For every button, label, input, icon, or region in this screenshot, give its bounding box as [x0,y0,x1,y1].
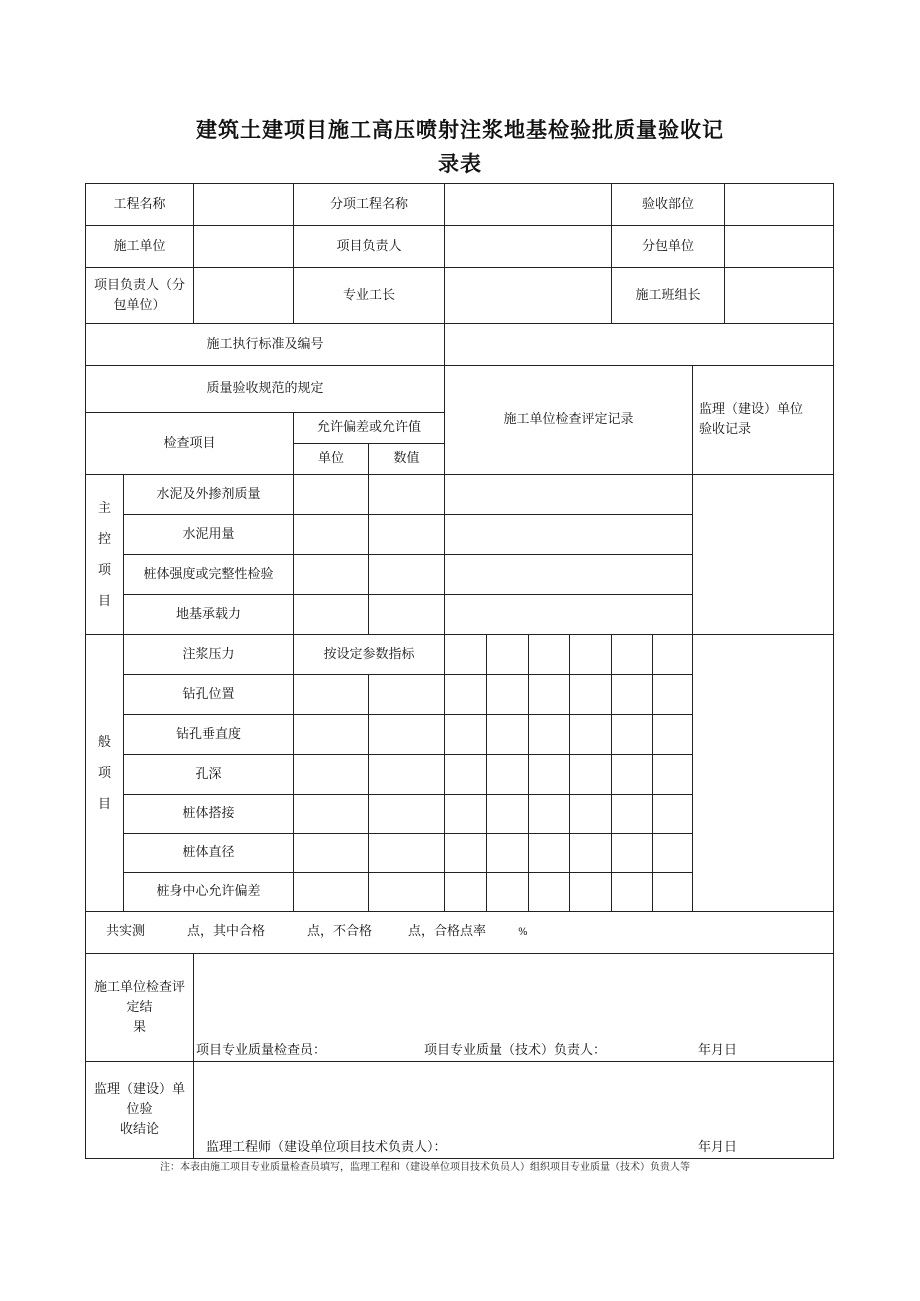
main-item-record[interactable] [445,595,693,635]
inspector-signature-label: 项目专业质量检查员： [196,1043,327,1058]
project-name-label: 工程名称 [86,184,194,226]
standard-field[interactable] [445,324,834,366]
general-item-unit[interactable] [294,795,369,834]
conclusion-label-line-1: 监理（建设）单位验 [94,1082,186,1117]
summary-part-3: 点，不合格 [307,924,373,939]
record-cell[interactable] [570,715,612,755]
record-cell[interactable] [487,635,529,675]
record-cell[interactable] [612,715,653,755]
record-cell[interactable] [570,795,612,834]
sub-project-name-field[interactable] [445,184,612,226]
result-label [86,954,194,1062]
record-cell[interactable] [612,873,653,912]
record-cell[interactable] [529,795,570,834]
general-item-unit[interactable] [294,873,369,912]
result-label-line-2: 果 [133,1019,147,1035]
record-cell[interactable] [487,715,529,755]
main-item-record[interactable] [445,555,693,595]
construction-unit-field[interactable] [194,226,294,268]
general-item-unit[interactable] [294,834,369,873]
value-header: 数值 [369,444,445,475]
unit-header: 单位 [294,444,369,475]
record-cell[interactable] [570,635,612,675]
general-supervision-cell[interactable] [693,635,834,912]
record-cell[interactable] [445,795,487,834]
main-item-record[interactable] [445,515,693,555]
record-cell[interactable] [612,834,653,873]
record-cell[interactable] [653,675,693,715]
footnote: 注：本表由施工项目专业质量检查员填写，监理工程和（建设单位项目技术负员人）组织项目专业质量（技术）负贵人等 [160,1162,690,1173]
general-item-name: 注浆压力 [124,635,294,675]
record-cell[interactable] [445,715,487,755]
record-cell[interactable] [570,834,612,873]
general-item-name: 孔深 [124,755,294,795]
check-item-header: 检查项目 [86,413,294,475]
engineer-signature-label: 监理工程师（建设单位项目技术负责人）： [206,1140,447,1155]
record-cell[interactable] [529,715,570,755]
result-label-line-1: 施工单位检查评定结 [94,979,186,1015]
page-title-line-2: 录表 [438,152,482,176]
project-leader-field[interactable] [445,226,612,268]
main-control-char: 目 [97,593,111,609]
construction-record-header: 施工单位检查评定记录 [445,366,693,475]
main-item-name: 桩体强度或完整性检验 [124,555,294,595]
main-item-record[interactable] [445,475,693,515]
main-control-char: 主 [97,500,111,516]
main-item-value[interactable] [369,475,445,515]
record-cell[interactable] [487,834,529,873]
summary-part-1: 共实测 [106,924,146,939]
record-cell[interactable] [445,834,487,873]
main-item-value[interactable] [369,595,445,635]
main-item-unit[interactable] [294,515,369,555]
record-cell[interactable] [445,635,487,675]
general-item-value[interactable] [369,873,445,912]
page-title-line-1: 建筑土建项目施工高压喷射注浆地基检验批质量验收记 [196,118,724,142]
tolerance-header: 允许偏差或允许值 [294,413,445,444]
result-date-label: 年月日 [698,1043,738,1058]
team-leader-label: 施工班组长 [612,268,725,324]
general-label [86,635,124,912]
record-cell[interactable] [487,675,529,715]
record-cell[interactable] [612,635,653,675]
general-item-unit[interactable] [294,675,369,715]
main-item-name: 水泥及外掺剂质量 [124,475,294,515]
main-item-unit[interactable] [294,555,369,595]
general-item-name: 钻孔位置 [124,675,294,715]
conclusion-date-label: 年月日 [698,1140,738,1155]
sub-project-name-label: 分项工程名称 [294,184,445,226]
subcontract-unit-field[interactable] [725,226,834,268]
record-cell[interactable] [445,755,487,795]
record-cell[interactable] [487,795,529,834]
supervision-record-header-line-2: 验收记录 [699,422,752,437]
record-cell[interactable] [653,715,693,755]
main-item-value[interactable] [369,555,445,595]
sub-project-leader-field[interactable] [194,268,294,324]
main-item-name: 水泥用量 [124,515,294,555]
main-item-name: 地基承载力 [124,595,294,635]
general-char: 目 [97,796,111,812]
supervision-record-header-line-1: 监理（建设）单位 [699,402,804,417]
general-char: 般 [97,734,111,750]
main-item-unit[interactable] [294,595,369,635]
general-item-name: 桩体搭接 [124,795,294,834]
acceptance-part-field[interactable] [725,184,834,226]
project-leader-label: 项目负责人 [294,226,445,268]
acceptance-part-label: 验收部位 [612,184,725,226]
general-item-value[interactable] [369,755,445,795]
main-control-label [86,475,124,635]
record-cell[interactable] [653,795,693,834]
conclusion-field[interactable] [194,1062,834,1159]
general-item-value[interactable] [369,715,445,755]
record-cell[interactable] [653,873,693,912]
result-field[interactable] [194,954,834,1062]
general-char: 项 [97,765,111,781]
summary-row [86,912,834,954]
project-name-field[interactable] [194,184,294,226]
record-cell[interactable] [529,834,570,873]
main-item-unit[interactable] [294,475,369,515]
sub-project-leader-label-line-2: 包单位） [113,297,166,313]
regulation-label: 质量验收规范的规定 [86,366,445,413]
summary-part-2: 点，其中合格 [187,924,266,939]
summary-part-4: 点，合格点率 [408,924,487,939]
record-cell[interactable] [529,873,570,912]
supervision-record-header [693,366,834,475]
conclusion-label [86,1062,194,1159]
record-cell[interactable] [529,635,570,675]
record-cell[interactable] [612,755,653,795]
record-cell[interactable] [612,795,653,834]
general-item-tolerance: 按设定参数指标 [294,635,445,675]
record-cell[interactable] [570,873,612,912]
record-cell[interactable] [612,675,653,715]
acceptance-record-table [85,183,834,1159]
tech-leader-signature-label: 项目专业质量（技术）负责人： [424,1043,607,1058]
record-cell[interactable] [445,873,487,912]
record-cell[interactable] [529,755,570,795]
main-control-char: 项 [97,562,111,578]
record-cell[interactable] [653,755,693,795]
general-item-value[interactable] [369,675,445,715]
construction-unit-label: 施工单位 [86,226,194,268]
record-cell[interactable] [445,675,487,715]
main-control-char: 控 [97,531,111,547]
general-item-unit[interactable] [294,755,369,795]
foreman-label: 专业工长 [294,268,445,324]
standard-label: 施工执行标准及编号 [86,324,445,366]
record-cell[interactable] [487,873,529,912]
sub-project-leader-label [86,268,194,324]
main-control-supervision-cell[interactable] [693,475,834,635]
summary-part-5: % [518,927,528,938]
record-cell[interactable] [570,755,612,795]
general-item-name: 钻孔垂直度 [124,715,294,755]
conclusion-label-line-2: 收结论 [120,1122,160,1137]
general-item-value[interactable] [369,834,445,873]
subcontract-unit-label: 分包单位 [612,226,725,268]
general-item-unit[interactable] [294,715,369,755]
record-cell[interactable] [653,635,693,675]
record-cell[interactable] [487,755,529,795]
general-item-value[interactable] [369,795,445,834]
record-cell[interactable] [570,675,612,715]
main-item-value[interactable] [369,515,445,555]
team-leader-field[interactable] [725,268,834,324]
general-item-name: 桩体直径 [124,834,294,873]
foreman-field[interactable] [445,268,612,324]
record-cell[interactable] [653,834,693,873]
record-cell[interactable] [529,675,570,715]
sub-project-leader-label-line-1: 项目负责人（分 [94,277,186,293]
general-item-name: 桩身中心允许偏差 [124,873,294,912]
